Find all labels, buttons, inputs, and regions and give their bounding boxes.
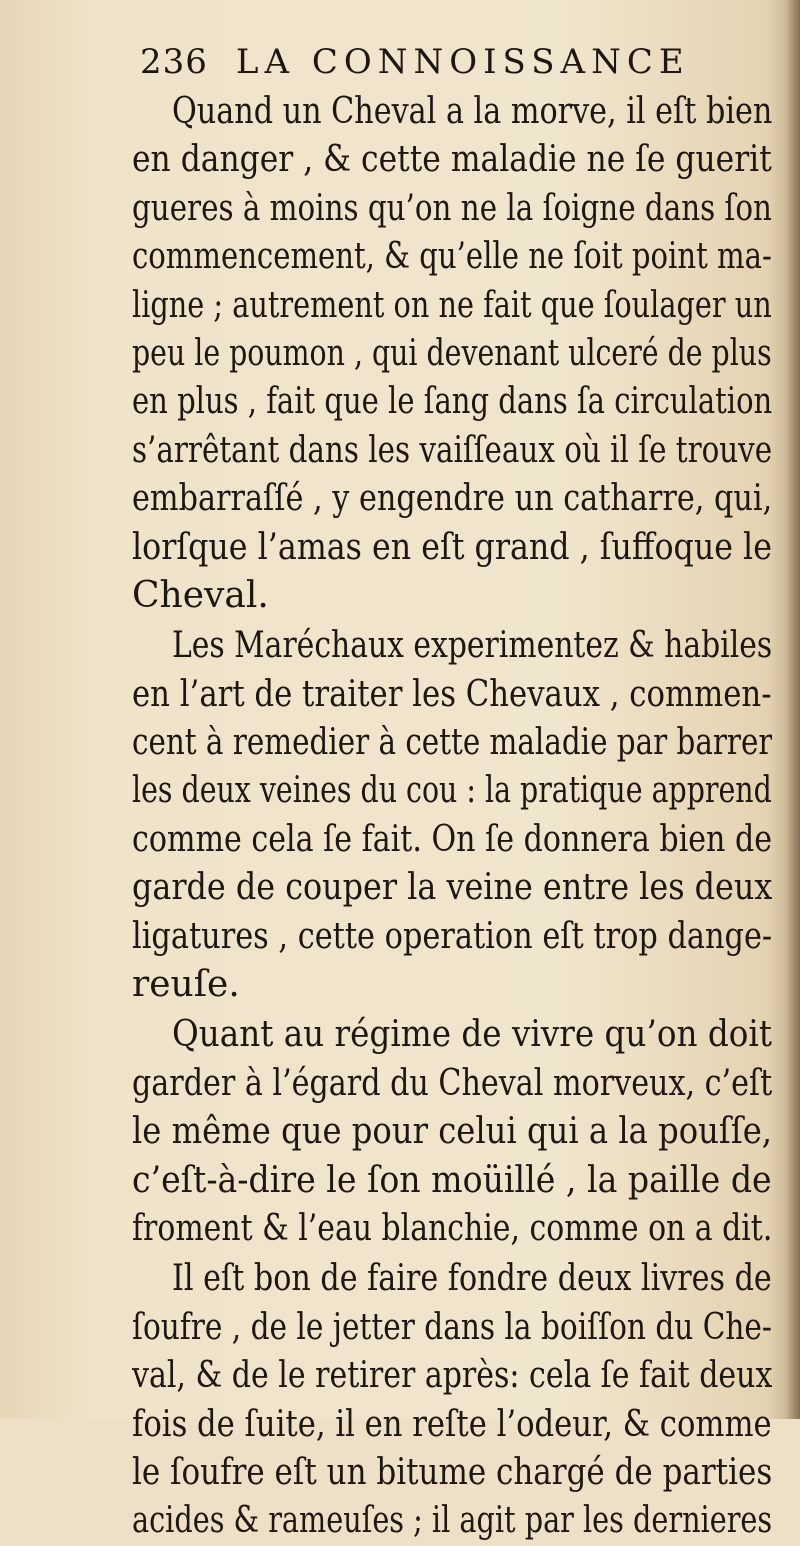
text-line: Cheval.	[132, 574, 269, 616]
text-line: val, & de le retirer après: cela ſe fait deux	[132, 1355, 772, 1397]
running-header	[140, 42, 780, 92]
page-number: 236	[140, 42, 208, 82]
text-line: Quand un Cheval a la morve, il eſt bien	[172, 91, 772, 132]
text-line: en danger , & cette maladie ne ſe guerit	[132, 139, 772, 181]
text-line: gueres à moins qu’on ne la ſoigne dans ſon	[132, 187, 772, 229]
text-line: embarraſſé , y engendre un catharre, qui,	[132, 478, 772, 520]
body-text	[132, 88, 772, 1546]
text-line: fois de ſuite, il en reſte l’odeur, & comme	[132, 1403, 772, 1445]
text-line: Il eſt bon de faire fondre deux livres de	[172, 1258, 772, 1300]
text-line: ligne ; autrement on ne fait que ſoulager un	[132, 284, 772, 326]
text-line: le même que pour celui qui a la pouſſe,	[132, 1111, 772, 1153]
text-line: en l’art de traiter les Chevaux , commen-	[132, 673, 772, 715]
text-line: garder à l’égard du Cheval morveux, c’eſt	[132, 1062, 772, 1104]
text-line: s’arrêtant dans les vaiſſeaux où il ſe trouve	[132, 429, 772, 471]
page-gutter-shadow	[786, 0, 800, 1419]
text-line: froment & l’eau blanchie, comme on a dit.	[132, 1207, 772, 1249]
text-line: comme cela ſe fait. On ſe donnera bien de	[132, 818, 772, 860]
text-line: Quant au régime de vivre qu’on doit	[172, 1014, 772, 1056]
text-line: garde de couper la veine entre les deux	[132, 867, 772, 909]
running-title: LA CONNOISSANCE	[235, 42, 690, 82]
text-line: ſoufre , de le jetter dans la boiſſon du Che-	[132, 1306, 772, 1348]
text-line: acides & rameuſes ; il agit par les dernieres	[132, 1500, 772, 1542]
text-line: peu le poumon , qui devenant ulceré de plus	[132, 332, 772, 374]
text-line: Les Maréchaux experimentez & habiles	[172, 625, 772, 667]
text-line: en plus , fait que le ſang dans ſa circulation	[132, 381, 772, 423]
text-line: ligatures , cette operation eſt trop dange-	[132, 915, 772, 957]
text-line: c’eſt-à-dire le ſon moüillé , la paille de	[132, 1159, 772, 1201]
text-line: les deux veines du cou : la pratique apprend	[132, 770, 772, 812]
text-line: commencement, & qu’elle ne ſoit point ma-	[132, 236, 772, 278]
text-line: lorſque l’amas en eſt grand , ſuffoque le	[132, 526, 772, 568]
text-line: reuſe.	[132, 964, 240, 1006]
text-line: le ſoufre eſt un bitume chargé de parties	[132, 1451, 772, 1493]
text-line: cent à remedier à cette maladie par barrer	[132, 722, 772, 764]
